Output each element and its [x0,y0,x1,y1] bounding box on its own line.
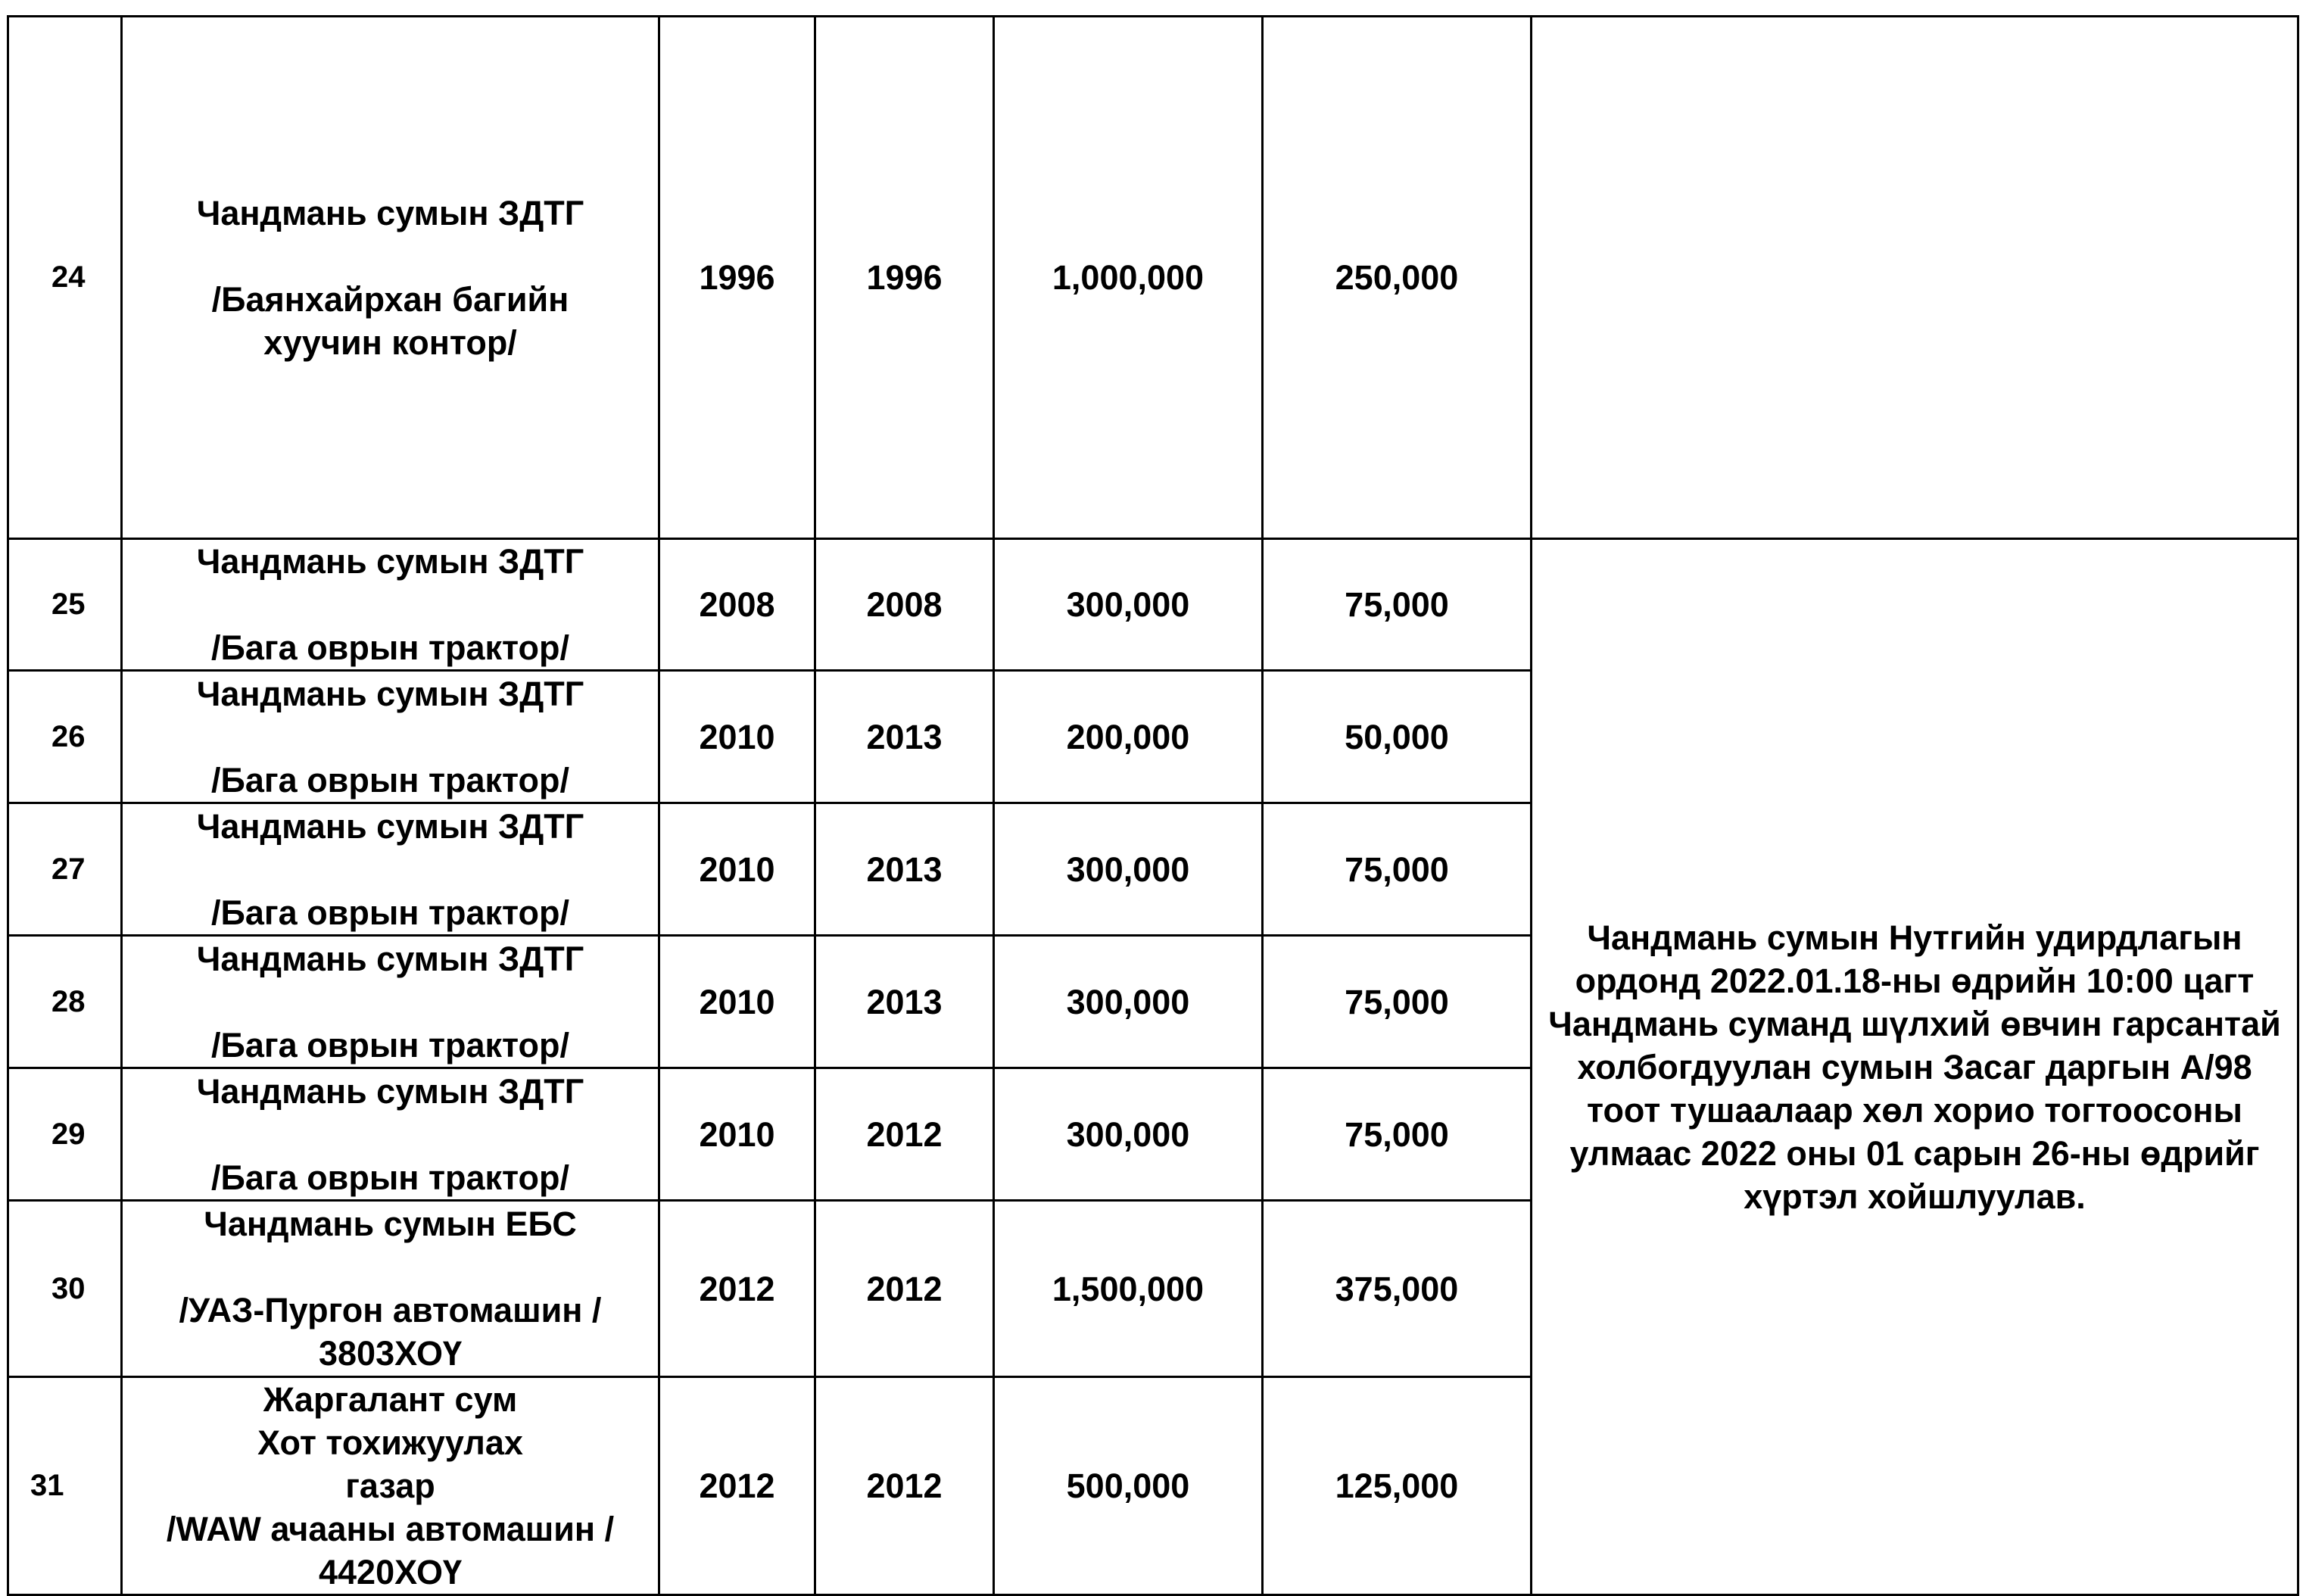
property-description: /Бага оврын трактор/ [211,628,569,667]
row-number: 27 [8,803,122,936]
property-name [122,1201,659,1377]
auction-table [7,15,2299,1596]
owner-label: Жаргалант сум Хот тохижуулах газар [257,1380,523,1505]
year-made: 2010 [659,1068,815,1201]
row-number: 26 [8,671,122,803]
owner-label: Чандмань сумын ЗДТГ [196,674,584,713]
owner-label: Чандмань сумын ЕБС [204,1205,577,1243]
deposit-amount: 250,000 [1263,17,1532,539]
year-used: 2012 [815,1377,994,1595]
starting-price: 300,000 [994,936,1263,1068]
row-number: 31 [8,1377,122,1595]
deposit-amount: 50,000 [1263,671,1532,803]
starting-price: 1,500,000 [994,1201,1263,1377]
starting-price: 1,000,000 [994,17,1263,539]
note-cell-empty [1532,17,2298,539]
starting-price: 500,000 [994,1377,1263,1595]
row-number: 29 [8,1068,122,1201]
year-made: 2012 [659,1377,815,1595]
year-made: 2010 [659,671,815,803]
row-number: 25 [8,539,122,671]
year-used: 1996 [815,17,994,539]
year-made: 2008 [659,539,815,671]
property-name [122,936,659,1068]
year-used: 2013 [815,671,994,803]
postponement-note: Чандмань сумын Нутгийн удирдлагын ордонд 2022.01.18-ны өдрийн 10:00 цагт Чандмань суманд шүлхий өвчин гарсантай холбогдуулан сумын Засаг даргын А/98 тоот тушаалаар хөл хорио тогтоосоны улмаас 2022 оны 01 сарын 26-ны өдрийг хүртэл хойшлуулав. [1532,539,2298,1595]
row-number: 30 [8,1201,122,1377]
year-used: 2008 [815,539,994,671]
property-name [122,17,659,539]
property-description: /Бага оврын трактор/ [211,1025,569,1065]
table-row [8,17,2298,539]
year-used: 2013 [815,936,994,1068]
table-row [8,539,2298,671]
owner-label: Чандмань сумын ЗДТГ [196,542,584,581]
year-made: 1996 [659,17,815,539]
property-name [122,803,659,936]
property-description: /WAW ачааны автомашин / 4420ХОҮ [166,1510,615,1591]
starting-price: 300,000 [994,1068,1263,1201]
owner-label: Чандмань сумын ЗДТГ [196,806,584,846]
owner-label: Чандмань сумын ЗДТГ [196,193,584,232]
starting-price: 200,000 [994,671,1263,803]
owner-label: Чандмань сумын ЗДТГ [196,1071,584,1111]
deposit-amount: 75,000 [1263,1068,1532,1201]
year-made: 2012 [659,1201,815,1377]
deposit-amount: 75,000 [1263,936,1532,1068]
property-name [122,1377,659,1595]
deposit-amount: 375,000 [1263,1201,1532,1377]
year-made: 2010 [659,936,815,1068]
year-made: 2010 [659,803,815,936]
year-used: 2013 [815,803,994,936]
property-name [122,1068,659,1201]
owner-label: Чандмань сумын ЗДТГ [196,939,584,978]
property-description: /Бага оврын трактор/ [211,760,569,800]
deposit-amount: 75,000 [1263,539,1532,671]
year-used: 2012 [815,1068,994,1201]
starting-price: 300,000 [994,539,1263,671]
property-name [122,671,659,803]
deposit-amount: 125,000 [1263,1377,1532,1595]
deposit-amount: 75,000 [1263,803,1532,936]
property-description: /Баянхайрхан багийн хуучин контор/ [211,279,569,362]
property-description: /УАЗ-Пургон автомашин / 3803ХОҮ [179,1291,602,1373]
row-number: 24 [8,17,122,539]
property-description: /Бага оврын трактор/ [211,1158,569,1197]
year-used: 2012 [815,1201,994,1377]
starting-price: 300,000 [994,803,1263,936]
property-name [122,539,659,671]
property-description: /Бага оврын трактор/ [211,893,569,932]
row-number: 28 [8,936,122,1068]
